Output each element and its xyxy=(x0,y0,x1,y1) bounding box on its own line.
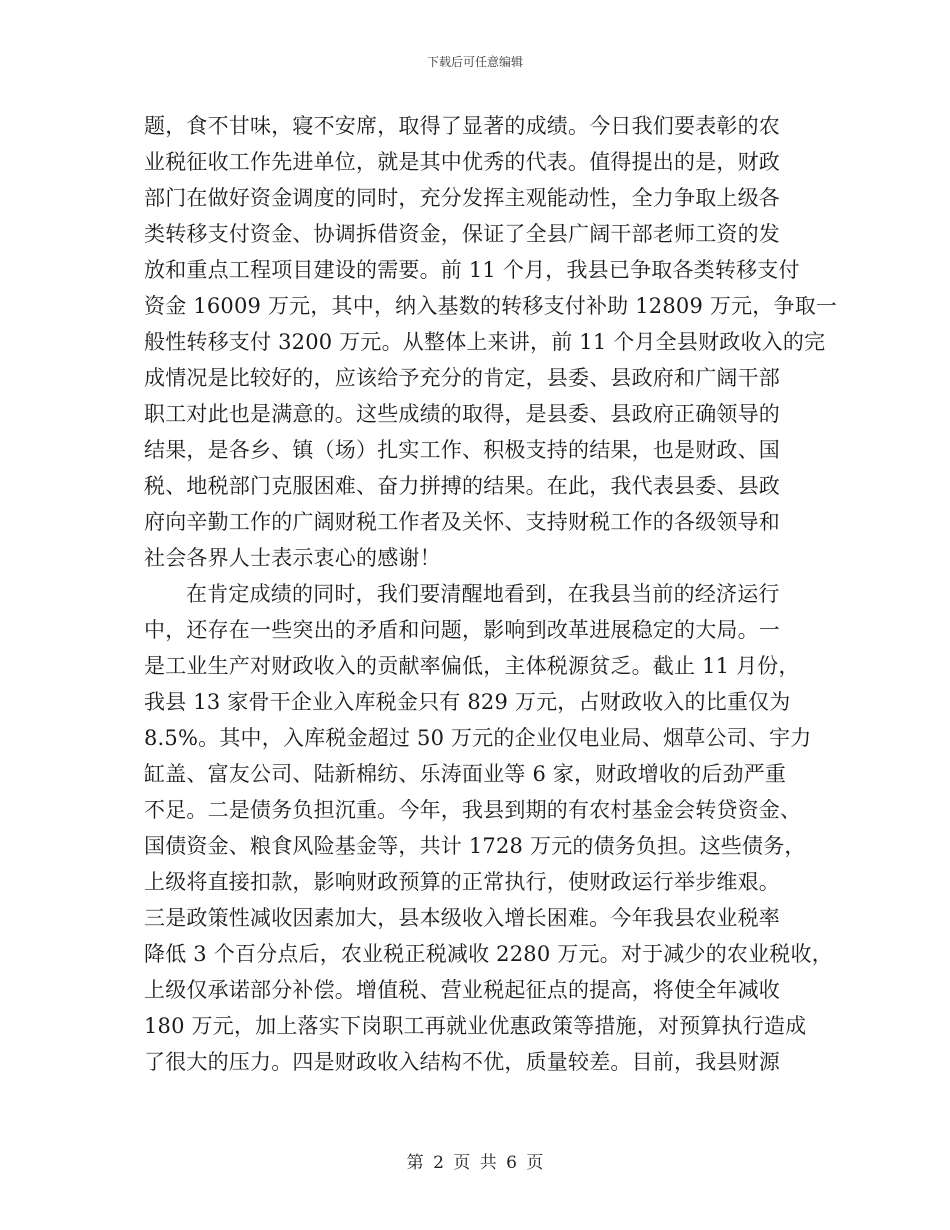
text-line: 中，还存在一些突出的矛盾和问题，影响到改革进展稳定的大局。一 xyxy=(144,618,780,642)
text-line: 上级将直接扣款，影响财政预算的正常执行，使财政运行举步维艰。 xyxy=(144,870,780,894)
text-line: 税、地税部门克服困难、奋力拼搏的结果。在此，我代表县委、县政 xyxy=(144,474,780,498)
text-line: 资金 16009 万元，其中，纳入基数的转移支付补助 12809 万元，争取一 xyxy=(144,294,838,318)
text-line: 上级仅承诺部分补偿。增值税、营业税起征点的提高，将使全年减收 xyxy=(144,978,780,1002)
text-line: 放和重点工程项目建设的需要。前 11 个月，我县已争取各类转移支付 xyxy=(144,258,800,282)
text-line: 社会各界人士表示衷心的感谢！ xyxy=(144,546,441,570)
document-body xyxy=(144,108,838,1080)
text-line: 结果，是各乡、镇（场）扎实工作、积极支持的结果，也是财政、国 xyxy=(144,438,780,462)
text-line: 业税征收工作先进单位，就是其中优秀的代表。值得提出的是，财政 xyxy=(144,150,780,174)
text-line: 是工业生产对财政收入的贡献率偏低，主体税源贫乏。截止 11 月份， xyxy=(144,654,800,678)
text-line: 国债资金、粮食风险基金等，共计 1728 万元的债务负担。这些债务， xyxy=(144,834,806,858)
text-line: 不足。二是债务负担沉重。今年，我县到期的有农村基金会转贷资金、 xyxy=(144,798,802,822)
text-line: 降低 3 个百分点后，农业税正税减收 2280 万元。对于减少的农业税收， xyxy=(144,942,833,966)
text-line: 180 万元，加上落实下岗职工再就业优惠政策等措施，对预算执行造成 xyxy=(144,1014,807,1038)
page-header: 下载后可任意编辑 xyxy=(426,55,523,69)
page-number-footer: 第 2 页 共 6 页 xyxy=(406,1153,544,1173)
text-line: 三是政策性减收因素加大，县本级收入增长困难。今年我县农业税率 xyxy=(144,906,780,930)
text-line: 类转移支付资金、协调拆借资金，保证了全县广阔干部老师工资的发 xyxy=(144,222,780,246)
text-line: 府向辛勤工作的广阔财税工作者及关怀、支持财税工作的各级领导和 xyxy=(144,510,780,534)
text-line: 成情况是比较好的，应该给予充分的肯定，县委、县政府和广阔干部 xyxy=(144,366,780,390)
text-line: 了很大的压力。四是财政收入结构不优，质量较差。目前，我县财源 xyxy=(144,1050,780,1074)
text-line: 职工对此也是满意的。这些成绩的取得，是县委、县政府正确领导的 xyxy=(144,402,780,426)
text-line: 般性转移支付 3200 万元。从整体上来讲，前 11 个月全县财政收入的完 xyxy=(144,330,826,354)
text-line: 8.5%。其中，入库税金超过 50 万元的企业仅电业局、烟草公司、宇力 xyxy=(144,726,812,750)
text-line: 题，食不甘味，寝不安席，取得了显著的成绩。今日我们要表彰的农 xyxy=(144,114,780,138)
text-line: 部门在做好资金调度的同时，充分发挥主观能动性，全力争取上级各 xyxy=(144,186,780,210)
text-line: 缸盖、富友公司、陆新棉纺、乐涛面业等 6 家，财政增收的后劲严重 xyxy=(144,762,787,786)
text-line: 我县 13 家骨干企业入库税金只有 829 万元，占财政收入的比重仅为 xyxy=(144,690,791,714)
paragraph-start-line: 在肯定成绩的同时，我们要清醒地看到，在我县当前的经济运行 xyxy=(186,582,780,606)
